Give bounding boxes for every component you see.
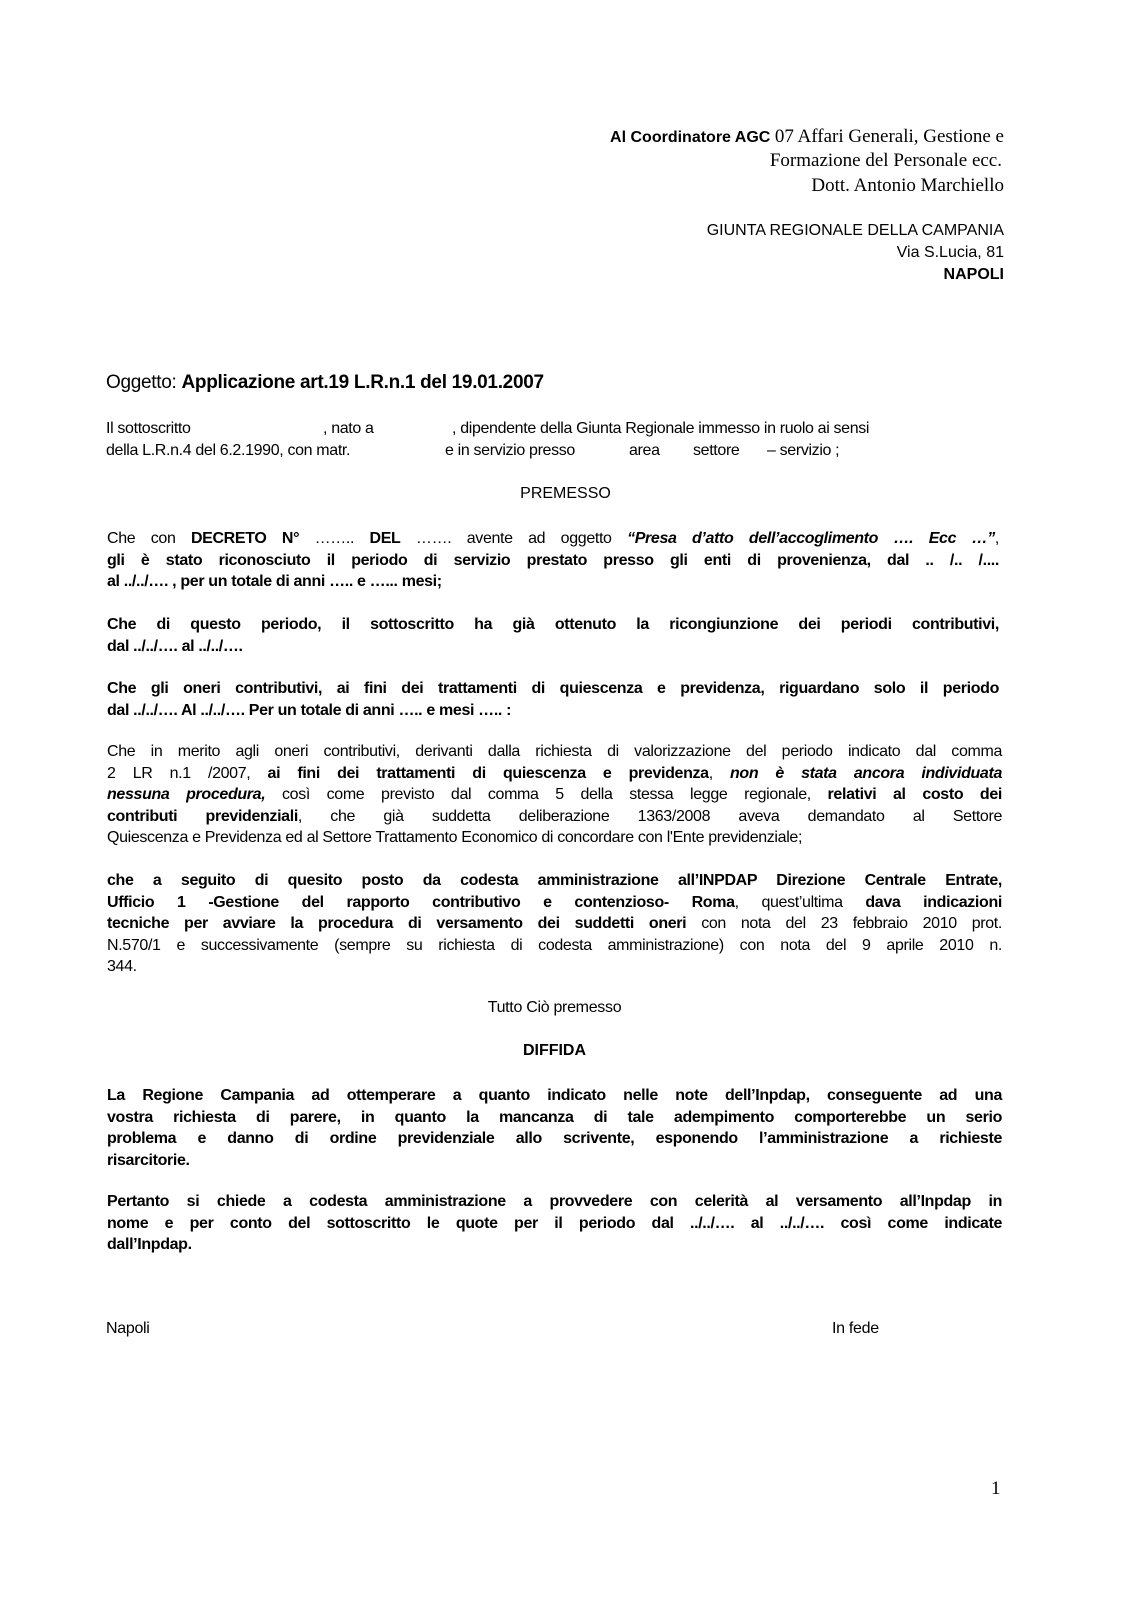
intro-sottoscritto: Il sottoscritto	[106, 420, 191, 437]
intro-servizio: – servizio ;	[767, 442, 840, 459]
intro-area: area	[629, 442, 660, 459]
paragraph-ricongiunzione	[107, 614, 999, 657]
paragraph-line: dall’Inpdap.	[107, 1236, 192, 1253]
paragraph-line: Che di questo periodo, il sottoscritto ha già ottenuto la ricongiunzione dei periodi contributivi,	[107, 616, 999, 633]
recipient-department: 07 Affari Generali, Gestione e	[774, 126, 1004, 147]
subject-text: Applicazione art.19 L.R.n.1 del 19.01.2007	[181, 372, 544, 393]
recipient-line-1	[610, 124, 1004, 150]
diffida-heading: DIFFIDA	[522, 1042, 587, 1059]
paragraph-line: contributi previdenziali, che già suddetta deliberazione 1363/2008 aveva demandato al Settore	[107, 807, 1002, 825]
recipient-name: Dott. Antonio Marchiello	[811, 175, 1004, 196]
recipient-street: Via S.Lucia, 81	[896, 244, 1004, 261]
tutto-cio-premesso: Tutto Ciò premesso	[487, 999, 622, 1016]
paragraph-line: risarcitorie.	[107, 1151, 190, 1169]
place-label: Napoli	[106, 1320, 150, 1337]
paragraph-line: dal ../../…. al ../../….	[107, 637, 243, 655]
intro-dipendente: , dipendente della Giunta Regionale immesso in ruolo ai sensi	[452, 420, 870, 437]
page-number: 1	[991, 1478, 1001, 1499]
subject-label: Oggetto:	[106, 372, 177, 393]
recipient-title: Al Coordinatore AGC	[610, 129, 771, 146]
closing-label: In fede	[832, 1320, 879, 1337]
paragraph-line: 344.	[107, 958, 137, 975]
paragraph-inpdap	[107, 870, 1002, 978]
paragraph-line: problema e danno di ordine previdenziale allo scrivente, esponendo l’amministrazione a richieste	[107, 1130, 1002, 1147]
paragraph-line: tecniche per avviare la procedura di versamento dei suddetti oneri con nota del 23 febbraio 2010 prot.	[107, 915, 1002, 932]
paragraph-in-merito	[107, 741, 1002, 849]
paragraph-oneri	[107, 678, 999, 721]
paragraph-line: che a seguito di quesito posto da codesta amministrazione all’INPDAP Direzione Centrale Entrate,	[107, 872, 1002, 889]
paragraph-line: vostra richiesta di parere, in quanto la mancanza di tale adempimento comporterebbe un serio	[107, 1108, 1002, 1126]
paragraph-line: Quiescenza e Previdenza ed al Settore Trattamento Economico di concordare con l'Ente previdenziale;	[107, 829, 803, 846]
premesso-heading: PREMESSO	[520, 485, 611, 502]
paragraph-line: N.570/1 e successivamente (sempre su richiesta di codesta amministrazione) con nota del 9 aprile 2010 n.	[107, 936, 1002, 954]
intro-servizio-presso: e in servizio presso	[445, 442, 575, 459]
intro-nato-a: , nato a	[323, 420, 374, 437]
recipient-org: GIUNTA REGIONALE DELLA CAMPANIA	[706, 222, 1004, 239]
paragraph-line: gli è stato riconosciuto il periodo di servizio prestato presso gli enti di provenienza, dal .. /.. /....	[107, 551, 999, 569]
paragraph-decreto	[107, 528, 999, 593]
recipient-city: NAPOLI	[943, 266, 1004, 283]
intro-line-2	[0, 442, 1131, 464]
paragraph-line: Ufficio 1 -Gestione del rapporto contributivo e contenzioso- Roma, quest’ultima dava indicazioni	[107, 893, 1002, 911]
intro-legge: della L.R.n.4 del 6.2.1990, con matr.	[106, 442, 351, 459]
paragraph-line: 2 LR n.1 /2007, ai fini dei trattamenti di quiescenza e previdenza, non è stata ancora individuata	[107, 764, 1003, 782]
paragraph-line: nessuna procedura, così come previsto dal comma 5 della stessa legge regionale, relativi al costo dei	[107, 786, 1002, 803]
paragraph-line: Pertanto si chiede a codesta amministrazione a provvedere con celerità al versamento all’Inpdap in	[107, 1193, 1002, 1210]
paragraph-diffida	[107, 1085, 1002, 1171]
paragraph-line: nome e per conto del sottoscritto le quote per il periodo dal ../../…. al ../../…. così come indicate	[107, 1214, 1002, 1232]
paragraph-pertanto	[107, 1191, 1002, 1256]
subject-line	[106, 372, 544, 394]
recipient-line-2: Formazione del Personale ecc.	[769, 150, 1002, 171]
paragraph-line: La Regione Campania ad ottemperare a quanto indicato nelle note dell’Inpdap, conseguente ad una	[107, 1087, 1002, 1104]
intro-line-1	[0, 420, 1131, 442]
paragraph-line: Che in merito agli oneri contributivi, derivanti dalla richiesta di valorizzazione del periodo indicato dal comma	[107, 743, 1002, 760]
paragraph-line: Che con DECRETO N° …….. DEL ……. avente ad oggetto “Presa d’atto dell’accoglimento …. Ecc …”,	[107, 530, 999, 547]
paragraph-line: Che gli oneri contributivi, ai fini dei trattamenti di quiescenza e previdenza, riguardano solo il periodo	[107, 680, 999, 697]
paragraph-line: dal ../../…. Al ../../…. Per un totale di anni ….. e mesi ….. :	[107, 701, 512, 719]
paragraph-line: al ../../…. , per un totale di anni ….. e …... mesi;	[107, 573, 442, 590]
intro-settore: settore	[693, 442, 740, 459]
